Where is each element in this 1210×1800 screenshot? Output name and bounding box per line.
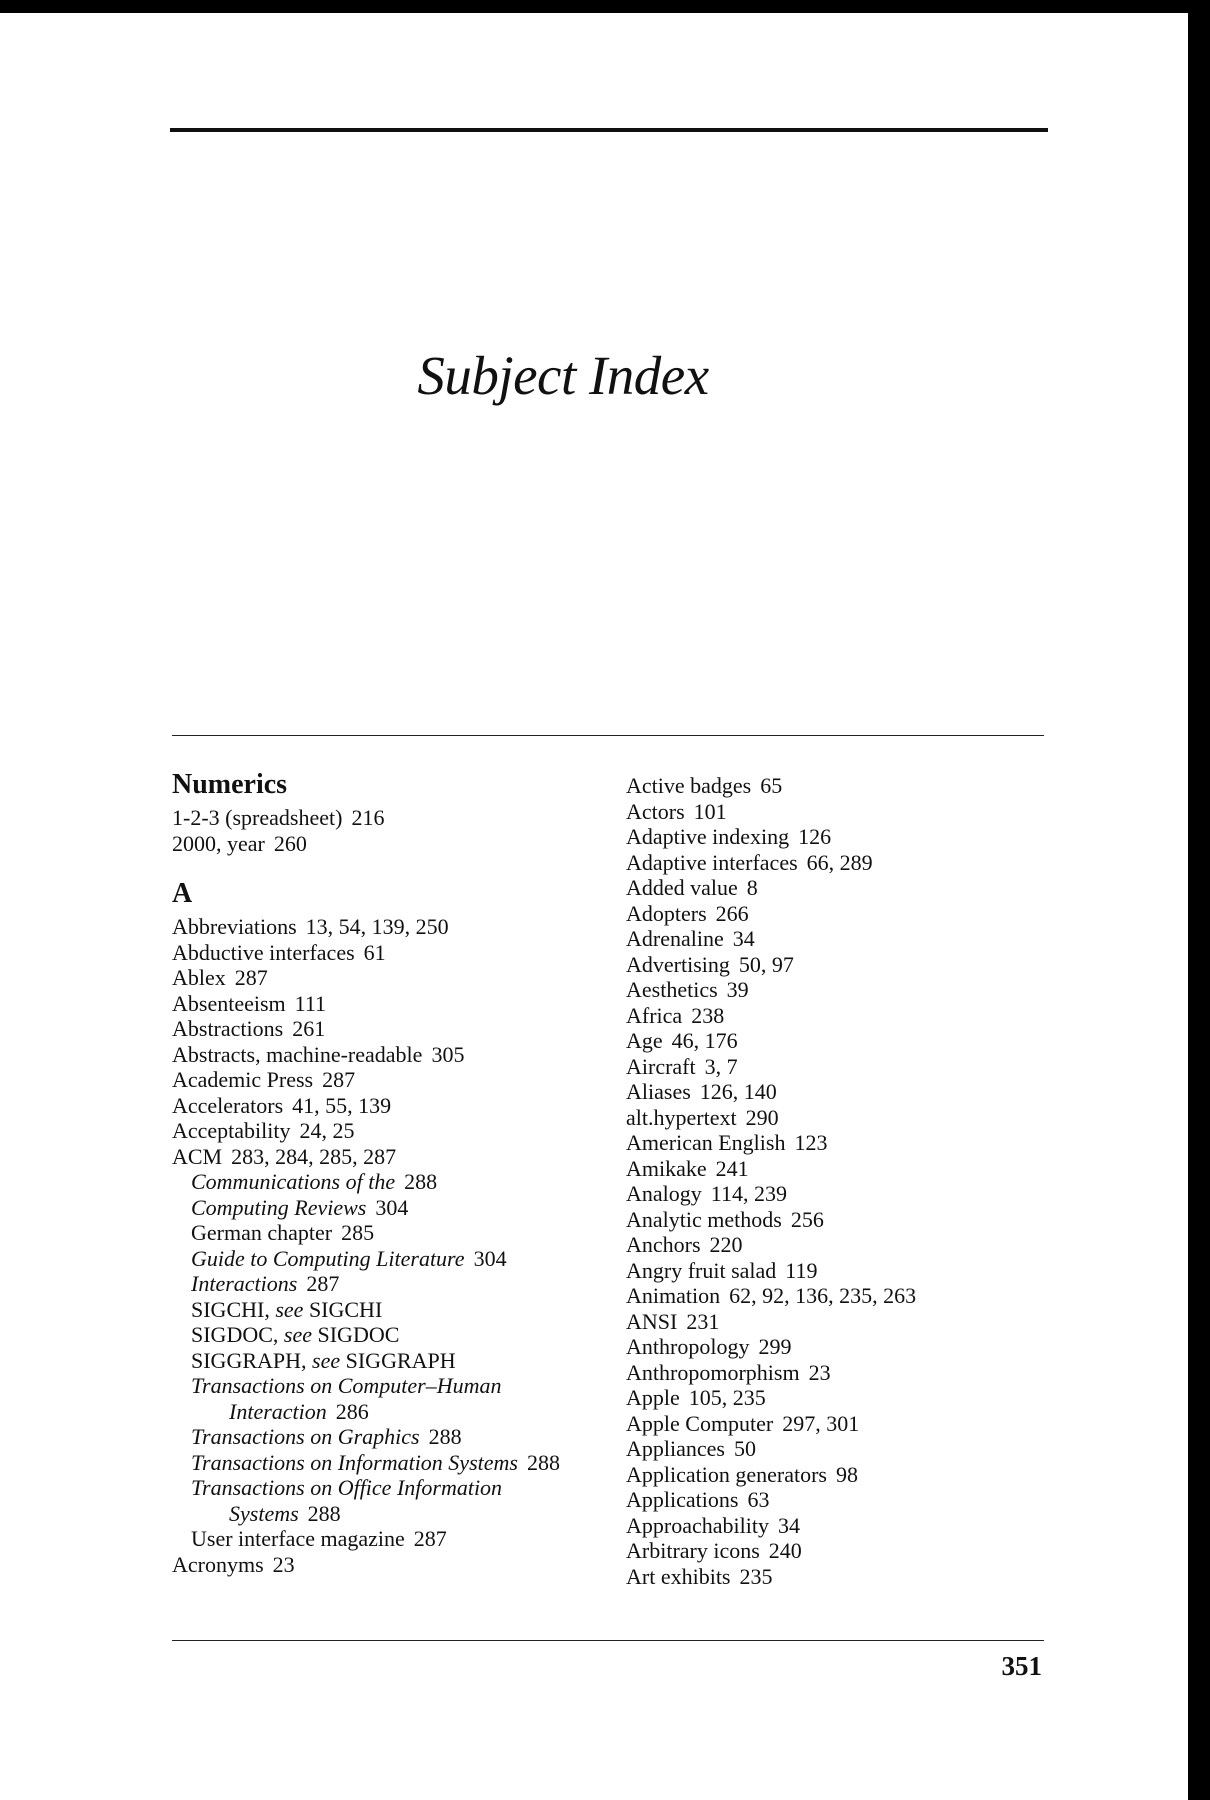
footer-rule — [172, 1640, 1044, 1641]
index-entry — [626, 1105, 1046, 1131]
index-entry — [626, 1436, 1046, 1462]
entry-term: Interactions — [191, 1271, 298, 1296]
index-entry — [172, 1118, 602, 1144]
entry-term: Angry fruit salad — [626, 1257, 777, 1283]
entry-term: SIGGRAPH, — [191, 1347, 307, 1373]
entry-term: Abbreviations — [172, 914, 297, 939]
entry-pages: 288 — [428, 1424, 462, 1449]
entry-pages: 260 — [273, 830, 307, 856]
index-entry — [626, 1309, 1046, 1335]
entry-term: ANSI — [626, 1308, 678, 1334]
index-entry — [626, 1334, 1046, 1360]
entry-term: Apple — [626, 1385, 680, 1410]
entry-pages: 23 — [808, 1359, 831, 1385]
see-reference-label: see — [312, 1347, 341, 1373]
entry-pages: 41, 55, 139 — [292, 1092, 392, 1118]
entry-term: Academic Press — [172, 1067, 314, 1092]
entry-pages: 62, 92, 136, 235, 263 — [729, 1283, 917, 1308]
entry-term: Accelerators — [172, 1092, 284, 1118]
entry-pages: 266 — [715, 900, 749, 926]
entry-term: Computing Reviews — [191, 1194, 367, 1220]
index-entry — [626, 977, 1046, 1003]
index-entry — [172, 965, 602, 991]
index-subentry — [172, 1246, 602, 1272]
entry-pages: 126 — [798, 824, 832, 849]
index-subentry — [172, 1322, 602, 1348]
entry-pages: 34 — [777, 1512, 800, 1538]
entry-pages: 119 — [785, 1257, 818, 1283]
entry-pages: 304 — [375, 1194, 409, 1220]
entry-pages: 65 — [760, 773, 783, 798]
entry-term: Aircraft — [626, 1053, 696, 1079]
index-entry — [172, 940, 602, 966]
entry-term: Ablex — [172, 965, 226, 990]
see-reference-target: SIGCHI — [308, 1296, 383, 1322]
entry-term: Anthropomorphism — [626, 1359, 800, 1385]
index-subentry — [172, 1271, 602, 1297]
index-page — [0, 13, 1188, 1800]
index-column-right — [626, 773, 1046, 1589]
entry-term: Amikake — [626, 1155, 707, 1181]
entry-term: 1-2-3 (spreadsheet) — [172, 805, 343, 830]
index-entry — [626, 1385, 1046, 1411]
index-entry — [626, 824, 1046, 850]
index-entry — [626, 1487, 1046, 1513]
index-entry — [626, 875, 1046, 901]
entry-term: Actors — [626, 798, 685, 824]
entry-term: Analogy — [626, 1181, 702, 1206]
entry-term: Age — [626, 1028, 663, 1053]
entry-term: Adaptive interfaces — [626, 849, 798, 875]
entry-term: 2000, year — [172, 830, 265, 856]
index-entry — [626, 1207, 1046, 1233]
index-entry — [626, 1258, 1046, 1284]
entry-pages: 287 — [322, 1067, 356, 1092]
entry-pages: 285 — [341, 1220, 375, 1245]
index-entry — [626, 850, 1046, 876]
index-entry — [626, 1283, 1046, 1309]
entry-pages: 98 — [836, 1461, 858, 1487]
index-subentry — [172, 1424, 602, 1450]
page-title: Subject Index — [417, 345, 709, 406]
entry-term: SIGCHI, — [191, 1296, 270, 1322]
index-entry — [172, 1144, 602, 1170]
index-entry — [626, 926, 1046, 952]
entry-term: Adopters — [626, 900, 707, 926]
entry-term: Arbitrary icons — [626, 1538, 760, 1563]
entry-term: alt.hypertext — [626, 1104, 737, 1130]
entry-pages: 304 — [473, 1245, 507, 1271]
index-entry — [626, 1181, 1046, 1207]
entry-term: Analytic methods — [626, 1206, 782, 1232]
see-reference-label: see — [283, 1322, 312, 1347]
entry-term: Adrenaline — [626, 926, 724, 951]
index-entry — [626, 901, 1046, 927]
index-subentry — [172, 1297, 602, 1323]
entry-pages: 287 — [234, 965, 268, 990]
index-entry — [626, 1411, 1046, 1437]
entry-term: Active badges — [626, 773, 752, 798]
index-entry — [626, 1538, 1046, 1564]
entry-term: Systems — [229, 1500, 299, 1526]
entry-pages: 287 — [413, 1526, 447, 1551]
entry-term: Art exhibits — [626, 1563, 731, 1589]
entry-pages: 288 — [307, 1500, 341, 1526]
index-subentry — [172, 1526, 602, 1552]
index-subentry — [172, 1220, 602, 1246]
index-entry — [626, 799, 1046, 825]
index-column-left — [172, 769, 602, 1577]
entry-term: Guide to Computing Literature — [191, 1245, 465, 1271]
entry-pages: 240 — [768, 1538, 802, 1563]
entry-term: Applications — [626, 1487, 739, 1512]
entry-pages: 283, 284, 285, 287 — [231, 1143, 397, 1169]
entry-pages: 287 — [306, 1271, 340, 1296]
entry-pages: 39 — [726, 977, 749, 1002]
index-entry — [172, 1042, 602, 1068]
entry-term: Acronyms — [172, 1551, 264, 1577]
index-entry — [172, 1016, 602, 1042]
section-heading: A — [172, 878, 193, 909]
entry-pages: 288 — [526, 1449, 560, 1475]
entry-pages: 50 — [733, 1436, 756, 1461]
entry-pages: 299 — [758, 1334, 792, 1359]
index-subentry — [172, 1373, 602, 1399]
index-entry — [172, 1067, 602, 1093]
section-heading: Numerics — [172, 769, 288, 800]
entry-pages: 256 — [790, 1206, 824, 1232]
index-entry — [626, 1054, 1046, 1080]
entry-pages: 231 — [686, 1308, 720, 1334]
index-entry — [626, 1360, 1046, 1386]
index-subentry — [172, 1450, 602, 1476]
index-entry — [626, 1028, 1046, 1054]
index-entry — [626, 773, 1046, 799]
entry-pages: 235 — [739, 1563, 773, 1589]
entry-pages: 8 — [746, 875, 758, 900]
entry-pages: 66, 289 — [806, 849, 873, 875]
index-subentry — [172, 1348, 602, 1374]
entry-pages: 297, 301 — [782, 1410, 860, 1436]
entry-pages: 126, 140 — [699, 1079, 777, 1104]
entry-term: German chapter — [191, 1220, 333, 1245]
entry-term: Aesthetics — [626, 977, 718, 1002]
index-entry — [626, 1232, 1046, 1258]
see-reference-target: SIGGRAPH — [345, 1347, 456, 1373]
index-entry — [172, 831, 602, 857]
index-subentry — [172, 1169, 602, 1195]
entry-pages: 216 — [351, 805, 385, 830]
entry-term: Africa — [626, 1002, 683, 1028]
index-entry — [626, 1564, 1046, 1590]
entry-term: User interface magazine — [191, 1526, 405, 1551]
entry-pages: 23 — [272, 1551, 295, 1577]
index-subentry — [172, 1501, 602, 1527]
entry-pages: 61 — [363, 939, 386, 965]
entry-pages: 220 — [709, 1232, 743, 1257]
index-entry — [172, 1552, 602, 1578]
index-entry — [626, 1513, 1046, 1539]
index-entry — [172, 805, 602, 831]
entry-pages: 34 — [732, 926, 755, 951]
entry-term: Approachability — [626, 1512, 769, 1538]
entry-term: Transactions on Office Information — [191, 1475, 503, 1500]
entry-term: Transactions on Graphics — [191, 1424, 420, 1449]
entry-term: Appliances — [626, 1436, 725, 1461]
entry-term: Advertising — [626, 951, 730, 977]
entry-pages: 24, 25 — [299, 1118, 355, 1143]
entry-pages: 63 — [747, 1487, 770, 1512]
see-reference-target: SIGDOC — [317, 1322, 400, 1347]
entry-pages: 101 — [693, 798, 727, 824]
entry-pages: 238 — [691, 1002, 725, 1028]
entry-term: Abductive interfaces — [172, 939, 355, 965]
entry-term: SIGDOC, — [191, 1322, 279, 1347]
see-reference-label: see — [275, 1296, 304, 1322]
entry-term: Anchors — [626, 1232, 701, 1257]
index-entry — [626, 1003, 1046, 1029]
entry-term: Absenteeism — [172, 990, 286, 1016]
entry-pages: 123 — [794, 1130, 828, 1155]
page-number: 351 — [1001, 1651, 1042, 1681]
entry-term: Anthropology — [626, 1334, 750, 1359]
entry-term: Abstractions — [172, 1016, 284, 1041]
entry-pages: 305 — [431, 1041, 465, 1067]
entry-term: American English — [626, 1130, 786, 1155]
entry-pages: 286 — [335, 1398, 369, 1424]
entry-pages: 46, 176 — [671, 1028, 738, 1053]
entry-term: Transactions on Information Systems — [191, 1449, 518, 1475]
index-entry — [626, 1156, 1046, 1182]
index-entry — [626, 952, 1046, 978]
entry-pages: 114, 239 — [710, 1181, 787, 1206]
entry-term: Animation — [626, 1283, 721, 1308]
index-entry — [172, 914, 602, 940]
index-entry — [626, 1079, 1046, 1105]
entry-pages: 105, 235 — [688, 1385, 766, 1410]
entry-term: ACM — [172, 1143, 223, 1169]
entry-pages: 290 — [745, 1104, 779, 1130]
entry-term: Communications of the — [191, 1169, 396, 1194]
entry-term: Abstracts, machine-readable — [172, 1041, 423, 1067]
entry-term: Adaptive indexing — [626, 824, 790, 849]
top-rule — [170, 128, 1048, 132]
entry-pages: 288 — [404, 1169, 438, 1194]
index-entry — [626, 1130, 1046, 1156]
entry-term: Interaction — [229, 1398, 327, 1424]
entry-pages: 3, 7 — [704, 1053, 738, 1079]
index-subentry — [172, 1475, 602, 1501]
entry-term: Apple Computer — [626, 1410, 774, 1436]
entry-term: Added value — [626, 875, 738, 900]
entry-pages: 50, 97 — [738, 951, 794, 977]
entry-pages: 241 — [715, 1155, 749, 1181]
entry-term: Transactions on Computer–Human — [191, 1373, 502, 1398]
index-subentry — [172, 1195, 602, 1221]
index-entry — [626, 1462, 1046, 1488]
index-entry — [172, 1093, 602, 1119]
entry-term: Acceptability — [172, 1118, 291, 1143]
entry-term: Aliases — [626, 1079, 691, 1104]
entry-pages: 111 — [294, 990, 327, 1016]
entry-pages: 13, 54, 139, 250 — [305, 914, 449, 939]
index-subentry — [172, 1399, 602, 1425]
section-rule — [172, 735, 1044, 736]
entry-term: Application generators — [626, 1461, 827, 1487]
index-entry — [172, 991, 602, 1017]
entry-pages: 261 — [292, 1016, 326, 1041]
